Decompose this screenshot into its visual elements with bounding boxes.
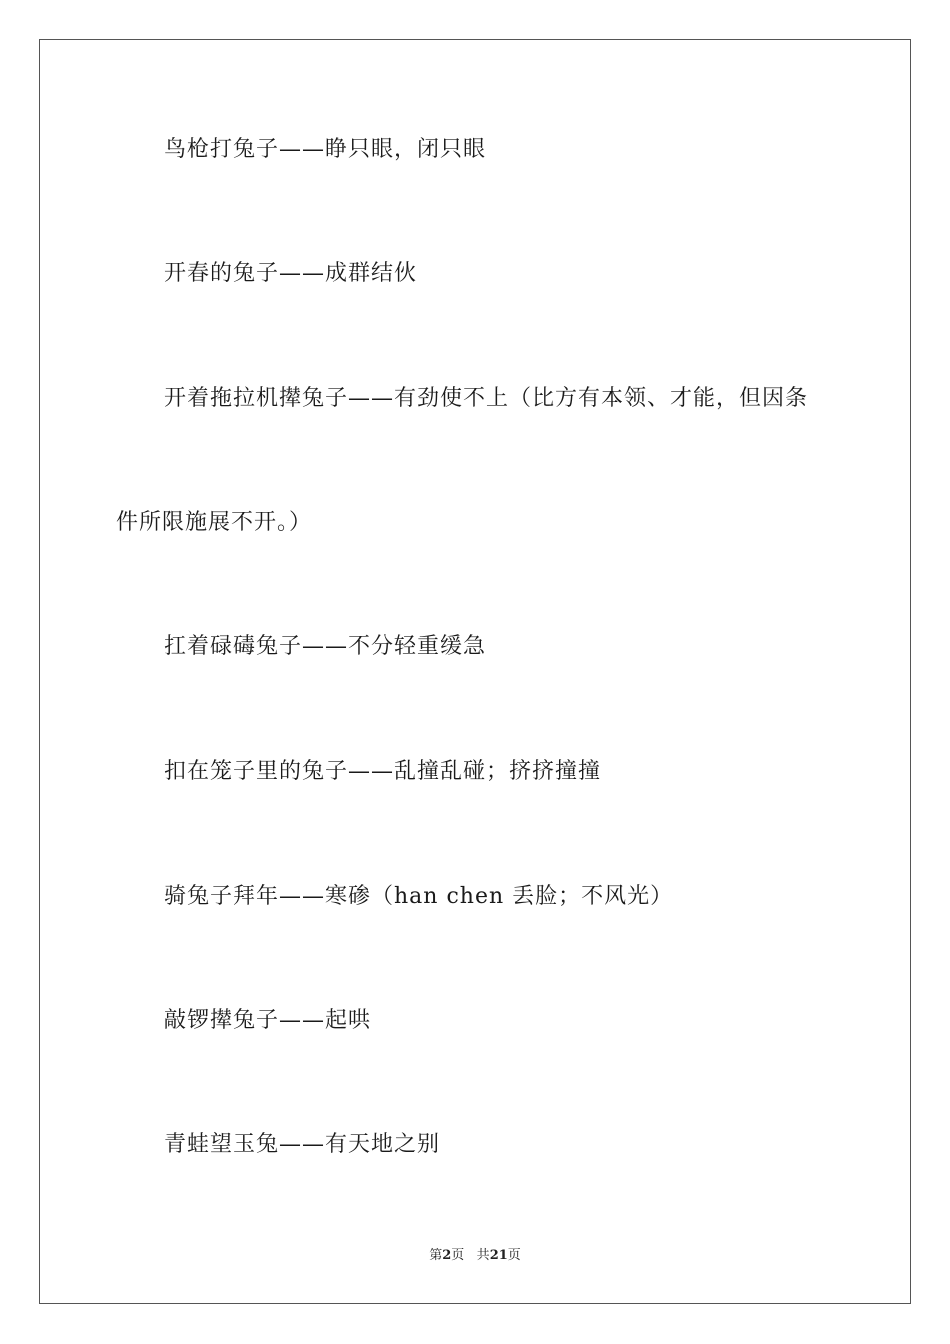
text-line: 开春的兔子——成群结伙 (164, 261, 418, 286)
text-line: 扣在笼子里的兔子——乱撞乱碰；挤挤撞撞 (164, 759, 602, 784)
page-prefix: 第 (429, 1248, 443, 1263)
page-suffix: 页 (451, 1248, 465, 1263)
text-line: 敲锣撵兔子——起哄 (164, 1008, 372, 1033)
page-border (39, 39, 911, 1304)
text-line: 青蛙望玉兔——有天地之别 (164, 1132, 441, 1157)
page-number: 2 (442, 1248, 452, 1263)
total-pages: 21 (489, 1248, 508, 1263)
text-line: 鸟枪打兔子——睁只眼，闭只眼 (164, 137, 487, 162)
total-suffix: 页 (507, 1248, 521, 1263)
total-prefix: 共 (476, 1248, 490, 1263)
page-footer (0, 1246, 950, 1266)
text-line: 件所限施展不开。） (116, 510, 313, 535)
text-line: 扛着碌碡兔子——不分轻重缓急 (164, 634, 487, 659)
text-line: 开着拖拉机撵兔子——有劲使不上（比方有本领、才能，但因条 (164, 386, 809, 411)
text-line: 骑兔子拜年——寒碜（han chen 丢脸；不风光） (164, 884, 674, 909)
